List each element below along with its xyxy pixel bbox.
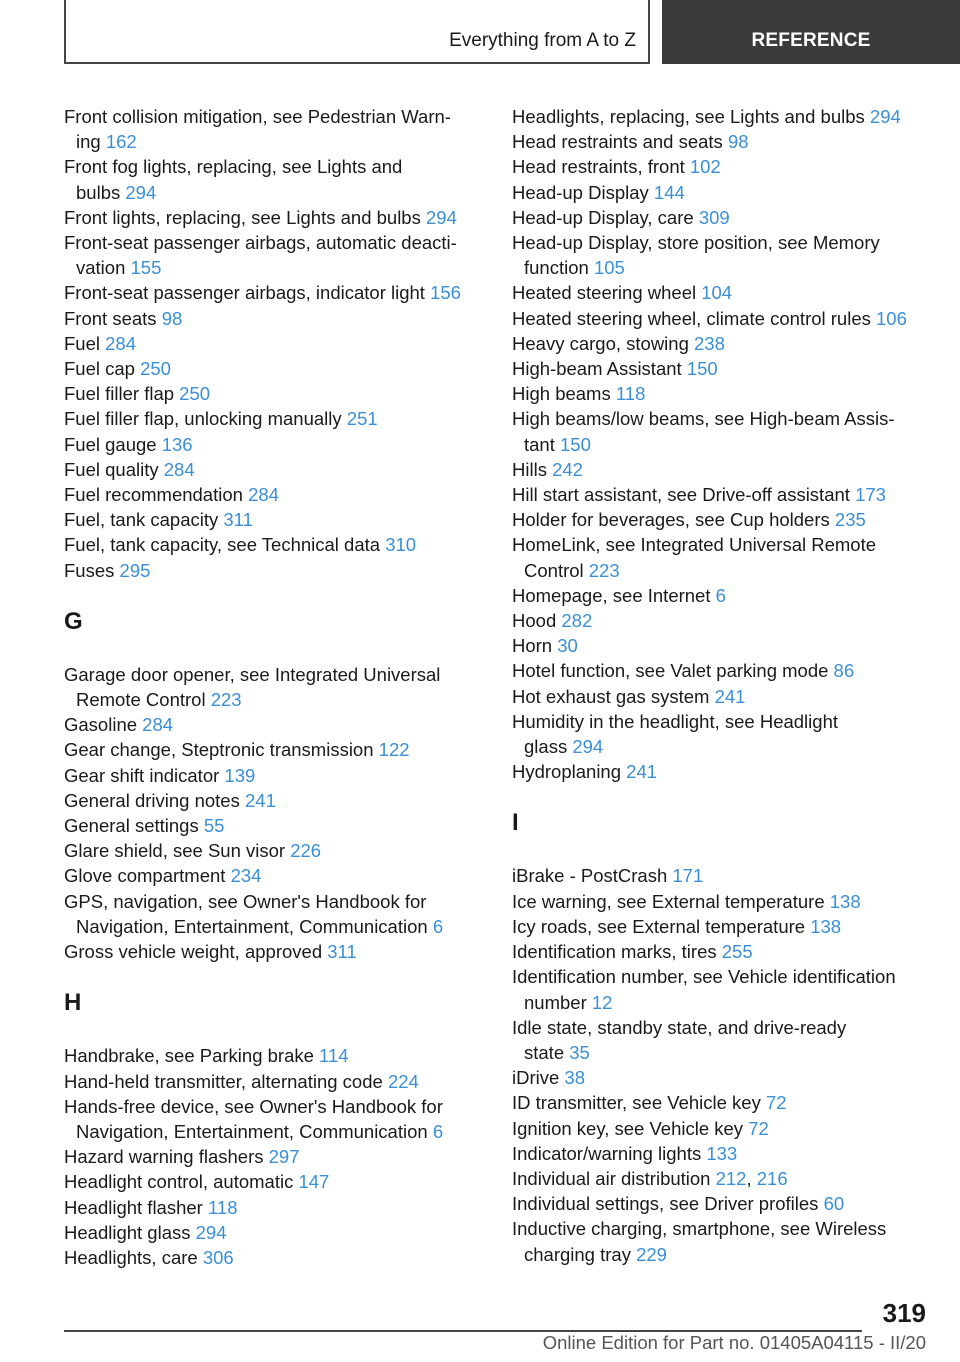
index-entry-text: number [524,991,592,1013]
page-reference-link[interactable]: 144 [653,181,685,203]
page-reference-link[interactable]: 30 [557,635,578,657]
page-reference-link[interactable]: 310 [385,534,417,556]
page-reference-link[interactable]: 72 [765,1092,787,1114]
index-entry-text: iDrive [512,1067,565,1089]
page-reference-link[interactable]: 294 [426,206,457,228]
index-entry: Individual air distribution 212, 216 [512,1167,788,1189]
index-entry-text: Front-seat passenger airbags, indicator light [64,282,431,304]
section-title: Everything from A to Z [449,30,636,51]
page-reference-link[interactable]: 241 [626,761,658,783]
index-letter-heading: G [64,607,83,635]
page-reference-link[interactable]: 139 [224,764,256,786]
page-reference-link[interactable]: 38 [564,1067,585,1089]
index-entry-text: glass [524,736,573,758]
index-entry-text: High beams/low beams, see High-beam Assis- [512,408,895,430]
page-reference-link[interactable]: 226 [290,840,322,862]
page-reference-link[interactable]: 102 [689,156,721,178]
index-entry-text: General settings [64,815,204,837]
page-reference-link[interactable]: 138 [829,890,861,912]
index-entry [512,154,932,179]
index-entry [512,331,932,356]
index-entry [512,104,932,129]
index-entry-text: state [524,1041,570,1063]
index-entry [64,1043,484,1068]
index-entry-text: Control [524,559,589,581]
index-entry-text: Ice warning, see External temperature [512,890,830,912]
index-entry [512,1116,932,1141]
page-reference-link[interactable]: 229 [636,1243,667,1265]
section-tab-label: REFERENCE [751,30,871,51]
page-reference-link[interactable]: 122 [378,739,410,761]
index-entry [64,737,484,762]
index-entry-text: function [524,257,594,279]
index-entry-text: Gasoline [64,714,143,736]
page-reference-link[interactable]: 55 [203,815,225,837]
index-entry [64,863,484,888]
page-reference-link[interactable]: 284 [142,714,174,736]
page-reference-link[interactable]: 72 [748,1117,769,1139]
index-entry [64,1245,484,1270]
page-reference-link[interactable]: 104 [701,282,733,304]
index-entry-text: Heated steering wheel, climate control rules [512,307,877,329]
index-entry-text: Gear change, Steptronic transmission [64,739,379,761]
page-reference-link[interactable]: 294 [869,106,901,127]
page-reference-link[interactable]: 136 [161,433,193,455]
page-reference-link[interactable]: 282 [561,610,593,632]
index-entry-text: Fuel, tank capacity [64,509,224,531]
index-entry-text: Fuel filler flap [64,383,180,405]
index-entry [64,662,484,712]
index-entry [512,532,932,582]
index-entry-text: Gross vehicle weight, approved [64,941,328,963]
page-reference-link[interactable]: 12 [591,991,613,1013]
index-entry [64,205,484,230]
index-entry [512,306,932,331]
page-reference-link[interactable]: 223 [588,559,620,581]
index-entry [512,180,932,205]
index-entry [512,964,932,1014]
index-entry [512,457,932,482]
index-entry-text: Garage door opener, see Integrated Universal [64,663,441,685]
index-entry-text: Identification marks, tires [512,941,722,963]
page-header [0,0,960,66]
page-reference-link[interactable]: 212 [715,1167,747,1189]
index-entry-text: Indicator/warning lights [512,1142,707,1164]
page-reference-link[interactable]: 241 [714,685,746,707]
index-entry-text: Handbrake, see Parking brake [64,1045,320,1067]
page-reference-link[interactable]: 235 [834,509,866,531]
page-reference-link[interactable]: 6 [432,915,444,937]
index-entry [512,1191,932,1216]
page-reference-link[interactable]: 98 [727,131,749,153]
index-column-right [512,104,932,1267]
index-letter-heading: I [512,809,519,837]
index-entry [512,709,932,759]
index-entry [64,1220,484,1245]
index-entry [64,788,484,813]
page-reference-link[interactable]: 306 [202,1246,234,1268]
index-entry-text: High-beam Assistant [512,358,687,380]
index-entry-text: Ignition key, see Vehicle key [512,1117,749,1139]
index-entry-text: Homepage, see Internet [512,584,716,606]
index-entry-text: Identification number, see Vehicle identification [512,966,896,988]
index-entry [512,759,932,784]
index-entry [512,280,932,305]
index-column-left [64,104,484,1270]
index-entry-text: Inductive charging, smartphone, see Wireless [512,1218,887,1240]
index-entry [64,889,484,939]
index-entry-text: Hot exhaust gas system [512,685,715,707]
section-title-box [64,0,650,64]
index-entry [512,583,932,608]
index-entry-text: Head restraints, front [512,156,690,178]
page-reference-link[interactable]: 295 [119,559,151,581]
index-entry [64,457,484,482]
page-reference-link[interactable]: 311 [327,941,357,963]
index-entry-text: Holder for beverages, see Cup holders [512,509,835,531]
index-entry-text: General driving notes [64,789,245,811]
index-entry [64,813,484,838]
page-reference-link[interactable]: 162 [105,131,137,153]
index-entry-text: charging tray [524,1243,637,1265]
index-entry [512,482,932,507]
index-entry-text: Hand-held transmitter, alternating code [64,1070,388,1092]
index-entry [512,1141,932,1166]
index-entry [64,230,484,280]
index-entry [512,1090,932,1115]
page-reference-link[interactable]: 60 [823,1193,845,1215]
index-entry [512,356,932,381]
index-entry [512,889,932,914]
page-reference-link[interactable]: 223 [210,689,242,711]
index-entry [64,432,484,457]
index-entry-text: Front lights, replacing, see Lights and bulbs [64,206,426,228]
index-entry [64,838,484,863]
index-entry [64,306,484,331]
index-entry-text: Fuel recommendation [64,484,249,506]
index-entry [512,914,932,939]
index-entry-text: Fuel, tank capacity, see Technical data [64,534,386,556]
index-entry-text: Head-up Display, store position, see Memory [512,232,880,254]
index-entry-text: High beams [512,383,616,405]
page-reference-link[interactable]: 114 [319,1045,349,1067]
index-entry-text: Hotel function, see Valet parking mode [512,660,834,682]
page-reference-link[interactable]: 118 [615,383,646,405]
index-entry-text: vation [76,257,131,279]
index-entry [64,482,484,507]
index-entry-text: Hydroplaning [512,761,627,783]
index-entry-text: ing [76,131,106,153]
index-entry-text: Humidity in the headlight, see Headlight [512,710,838,732]
index-entry-text: Hazard warning flashers [64,1146,269,1168]
index-entry-text: Headlight flasher [64,1196,208,1218]
page-reference-link[interactable]: 297 [268,1146,300,1168]
page-reference-link[interactable]: 147 [298,1171,330,1193]
page-reference-link[interactable]: 284 [248,484,279,506]
index-entry-text: Gear shift indicator [64,764,225,786]
page-reference-link[interactable]: 311 [223,509,253,531]
index-entry-text: HomeLink, see Integrated Universal Remote [512,534,877,556]
index-entry-text: Head-up Display [512,181,654,203]
index-entry-text: Hills [512,458,553,480]
index-entry-text: iBrake - PostCrash [512,865,673,887]
index-entry [512,1065,932,1090]
index-entry [64,1094,484,1144]
index-entry [512,684,932,709]
index-entry-text: Glove compartment [64,865,231,887]
index-entry-text: Hands-free device, see Owner's Handbook for [64,1095,443,1117]
index-entry-text: Fuel quality [64,458,164,480]
index-entry [512,381,932,406]
index-entry [64,1144,484,1169]
index-entry [512,230,932,280]
page-reference-link[interactable]: 294 [125,181,157,203]
index-entry-text: Headlight glass [64,1221,196,1243]
index-entry-text: Fuel [64,332,106,354]
page-reference-link[interactable]: 98 [161,307,183,329]
index-entry-text: Head-up Display, care [512,206,699,228]
index-entry-text: Heavy cargo, stowing [512,332,695,354]
section-tab [662,0,960,64]
index-entry-text: Navigation, Entertainment, Communication [76,915,433,937]
index-entry [64,939,484,964]
index-entry [512,633,932,658]
index-entry-text: Individual settings, see Driver profiles [512,1193,824,1215]
page-reference-link[interactable]: 284 [105,332,137,354]
page-reference-link[interactable]: 242 [552,458,583,480]
page-reference-link[interactable]: 250 [140,358,171,380]
index-entry-text: Front fog lights, replacing, see Lights and [64,156,403,178]
index-entry [512,205,932,230]
index-entry [64,331,484,356]
index-entry [512,939,932,964]
index-entry-text: Horn [512,635,558,657]
page-reference-link[interactable]: 171 [672,865,704,887]
index-entry [64,104,484,154]
index-entry-text: Fuel filler flap, unlocking manually [64,408,347,430]
page-reference-link[interactable]: 6 [432,1120,444,1142]
index-entry [512,1015,932,1065]
page-reference-link[interactable]: 250 [179,383,211,405]
page-reference-link[interactable]: 173 [855,484,886,506]
index-entry [64,1069,484,1094]
index-entry-text: Remote Control [76,689,211,711]
index-entry-text: Fuel gauge [64,433,162,455]
index-entry [64,763,484,788]
page-reference-link[interactable]: 105 [593,257,625,279]
index-entry-text: Individual air distribution [512,1167,716,1189]
page-reference-link[interactable]: 118 [207,1196,238,1218]
page-reference-link[interactable]: 150 [560,433,591,455]
page-reference-link[interactable]: 251 [346,408,378,430]
index-entry-text: Front seats [64,307,162,329]
index-entry [512,863,932,888]
page-reference-link[interactable]: 238 [694,332,725,354]
index-entry-text: tant [524,433,560,455]
page-reference-link[interactable]: 35 [569,1041,590,1063]
index-entry [64,1195,484,1220]
index-entry [64,712,484,737]
index-entry [64,406,484,431]
index-entry-text: Headlight control, automatic [64,1171,299,1193]
page-reference-link[interactable]: 150 [686,358,718,380]
page-reference-link[interactable]: 216 [756,1167,788,1189]
index-entry [512,129,932,154]
index-entry-text: bulbs [76,181,126,203]
index-entry [64,280,484,305]
index-entry-text: Icy roads, see External temperature [512,915,811,937]
index-entry-text: Fuel cap [64,358,141,380]
index-entry-text: ID transmitter, see Vehicle key [512,1092,766,1114]
index-entry-text: Headlights, care [64,1246,203,1268]
index-entry [64,532,484,557]
index-entry [64,558,484,583]
index-entry-text: Hill start assistant, see Drive-off assistant [512,484,856,506]
index-entry-text: Fuses [64,559,120,581]
page-reference-link[interactable]: 106 [876,307,907,329]
index-entry-text: Heated steering wheel [512,282,702,304]
index-entry [512,406,932,456]
page-number: 319 [882,1298,926,1328]
footer-edition-text: Online Edition for Part no. 01405A04115 - II/20 [542,1332,926,1353]
index-entry-text: Front-seat passenger airbags, automatic deacti- [64,232,457,254]
page-reference-link[interactable]: 6 [715,584,726,606]
index-entry-text: Headlights, replacing, see Lights and bulbs [512,106,870,127]
page-reference-link[interactable]: 294 [572,736,604,758]
index-letter-heading: H [64,989,82,1017]
index-entry [64,381,484,406]
page-reference-link[interactable]: 86 [833,660,855,682]
page-reference-link[interactable]: 155 [130,257,162,279]
page-reference-link[interactable]: 156 [430,282,461,304]
index-entry [512,658,932,683]
page-reference-link[interactable]: 224 [387,1070,419,1092]
index-entry-text: Hood [512,610,562,632]
page-reference-link[interactable]: 133 [706,1142,738,1164]
page-reference-link[interactable]: 138 [810,915,842,937]
index-entry [64,1169,484,1194]
index-entry-text: GPS, navigation, see Owner's Handbook for [64,890,427,912]
page-reference-link[interactable]: 241 [245,789,276,811]
page-reference-link[interactable]: 255 [721,941,753,963]
page-reference-link[interactable]: 234 [230,865,262,887]
page-reference-link[interactable]: 309 [698,206,730,228]
index-entry-text: Glare shield, see Sun visor [64,840,291,862]
index-entry [64,507,484,532]
index-entry [512,507,932,532]
index-entry-text: Idle state, standby state, and drive-ready [512,1016,847,1038]
index-entry [64,154,484,204]
index-entry [512,608,932,633]
index-entry-text: Navigation, Entertainment, Communication [76,1120,433,1142]
index-entry-text: Front collision mitigation, see Pedestrian Warn- [64,106,451,127]
page-reference-link[interactable]: 294 [195,1221,227,1243]
index-entry [512,1216,932,1266]
index-entry-text: Head restraints and seats [512,131,728,153]
page-reference-link[interactable]: 284 [163,458,195,480]
index-entry [64,356,484,381]
